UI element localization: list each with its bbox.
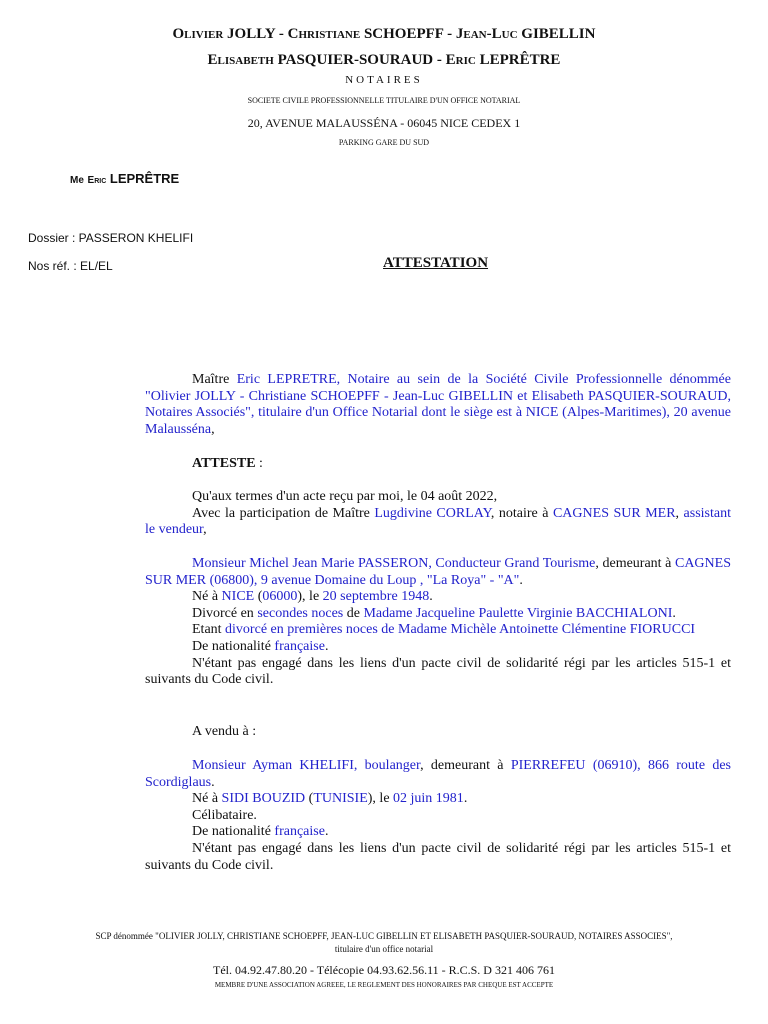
separator: -: [433, 52, 446, 68]
seller-birth-city: NICE: [221, 589, 255, 605]
text: .: [672, 605, 676, 621]
buyer-marital-status: Célibataire.: [192, 807, 257, 823]
seller-identity: Monsieur Michel Jean Marie PASSERON, Conducteur Grand Tourisme: [192, 556, 596, 571]
text: De nationalité: [192, 638, 275, 654]
atteste-line: [145, 456, 731, 473]
seller-address: CAGNES SUR MER (06800), 9 avenue Domaine du Loup , "La Roya" - "A": [145, 556, 731, 588]
buyer-birth-country: TUNISIE: [313, 791, 368, 807]
text: .: [211, 774, 215, 790]
sold-to-line: [145, 724, 731, 741]
text: :: [255, 456, 263, 471]
seller-birth-date: 20 septembre 1948: [322, 589, 430, 605]
letterhead-societe: SOCIETE CIVILE PROFESSIONNELLE TITULAIRE D'UN OFFICE NOTARIAL: [247, 96, 521, 105]
text: .: [324, 638, 329, 654]
text: ), le: [367, 791, 394, 807]
partner-last-name: PASQUIER-SOURAUD: [277, 52, 434, 68]
text: .: [324, 824, 329, 840]
seller-birth-department: 06000: [262, 589, 298, 605]
text: ), le: [297, 589, 323, 605]
text: .: [429, 589, 433, 605]
text: Avec la participation de Maître: [192, 505, 375, 521]
atteste-heading: ATTESTE: [192, 456, 256, 471]
text: , demeurant à: [420, 758, 511, 773]
partner-first-name: Jean-Luc: [455, 26, 518, 42]
letterhead-notaires: NOTAIRES: [345, 74, 423, 86]
letterhead-partners-line2: [0, 52, 768, 69]
notary-name: [70, 171, 179, 186]
assisting-role: assistant le vendeur: [145, 505, 731, 538]
assisting-notary: Lugdivine CORLAY: [374, 505, 491, 521]
partner-first-name: Christiane: [287, 26, 361, 42]
text: De nationalité: [192, 824, 275, 840]
buyer-block: [145, 758, 731, 874]
text: Etant: [192, 622, 226, 638]
partner-last-name: SCHOEPFF: [363, 26, 444, 42]
partner-last-name: LEPRÊTRE: [479, 52, 561, 68]
partner-last-name: GIBELLIN: [521, 26, 596, 42]
separator: -: [275, 26, 288, 42]
text: Né à: [192, 589, 222, 605]
deed-date-line: Qu'aux termes d'un acte reçu par moi, le 04 août 2022,: [192, 489, 498, 504]
notary-last-name: LEPRÊTRE: [109, 171, 180, 186]
seller-block: [145, 556, 731, 689]
ex-spouse: Madame Jacqueline Paulette Virginie BACCHIALONI: [363, 605, 673, 621]
letterhead-partners-line1: [0, 26, 768, 43]
document-title: ATTESTATION: [383, 255, 489, 271]
text: , demeurant à: [595, 556, 675, 571]
notary-first-name: Eric: [87, 175, 107, 186]
text: .: [463, 791, 468, 807]
letterhead-parking: PARKING GARE DU SUD: [338, 138, 430, 147]
footer-scp-name: SCP dénommée "OLIVIER JOLLY, CHRISTIANE SCHOEPFF, JEAN-LUC GIBELLIN ET ELISABETH PASQUIER-SOURAUD, NOTAIRES ASSOCIES",: [95, 931, 673, 941]
deed-paragraph: [145, 489, 731, 539]
notary-designation: Eric LEPRETRE, Notaire au sein de la Société Civile Professionnelle dénommée "Olivier JOLLY - Christiane SCHOEPFF - Jean-Luc GIBELLIN et Elisabeth PASQUIER-SOURAUD, Notaires Associés", titulaire d'un Office Notarial dont le siège est à NICE (Alpes-Maritimes), 20 avenue Malausséna: [145, 372, 731, 437]
our-reference: Nos réf. : EL/EL: [28, 259, 113, 273]
partner-first-name: Elisabeth: [207, 52, 274, 68]
buyer-identity: Monsieur Ayman KHELIFI, boulanger: [192, 758, 421, 773]
footer-office: titulaire d'un office notarial: [334, 944, 434, 954]
text: Né à: [192, 791, 222, 807]
text: (: [305, 791, 314, 807]
text: Divorcé en: [192, 605, 258, 621]
text: Maître: [192, 372, 237, 387]
text: (: [254, 589, 263, 605]
previous-divorce: divorcé en premières noces de Madame Michèle Antoinette Clémentine FIORUCCI: [225, 622, 696, 638]
sold-to-heading: A vendu à :: [192, 724, 257, 739]
dossier-reference: Dossier : PASSERON KHELIFI: [28, 231, 194, 245]
notary-title: Me: [70, 175, 84, 186]
partner-first-name: Olivier: [172, 26, 224, 42]
buyer-pacs-statement: N'étant pas engagé dans les liens d'un pacte civil de solidarité régi par les articles 515-1 et suivants du Code civil.: [145, 840, 731, 873]
partner-first-name: Eric: [445, 52, 476, 68]
footer-contact: Tél. 04.92.47.80.20 - Télécopie 04.93.62.56.11 - R.C.S. D 321 406 761: [213, 963, 555, 977]
seller-nationality: française: [274, 638, 325, 654]
letterhead-address: 20, AVENUE MALAUSSÉNA - 06045 NICE CEDEX 1: [247, 116, 521, 130]
partner-last-name: JOLLY: [227, 26, 276, 42]
seller-pacs-statement: N'étant pas engagé dans les liens d'un pacte civil de solidarité régi par les articles 515-1 et suivants du Code civil.: [145, 655, 731, 688]
assisting-notary-city: CAGNES SUR MER: [552, 505, 676, 521]
buyer-birth-date: 02 juin 1981: [393, 791, 464, 807]
text: ,: [211, 421, 215, 437]
buyer-nationality: française: [274, 824, 325, 840]
marriage-rank: secondes noces: [257, 605, 344, 621]
footer-membership: MEMBRE D'UNE ASSOCIATION AGREEE, LE REGLEMENT DES HONORAIRES PAR CHEQUE EST ACCEPTE: [214, 981, 554, 989]
buyer-birth-city: SIDI BOUZID: [221, 791, 306, 807]
text: ,: [675, 505, 684, 521]
text: de: [343, 605, 364, 621]
separator: -: [443, 26, 456, 42]
text: , notaire à: [490, 505, 553, 521]
text: .: [519, 572, 523, 588]
text: ,: [203, 522, 207, 538]
buyer-address: PIERREFEU (06910), 866 route des Scordiglaus: [145, 758, 732, 790]
notary-intro-paragraph: [145, 372, 731, 438]
